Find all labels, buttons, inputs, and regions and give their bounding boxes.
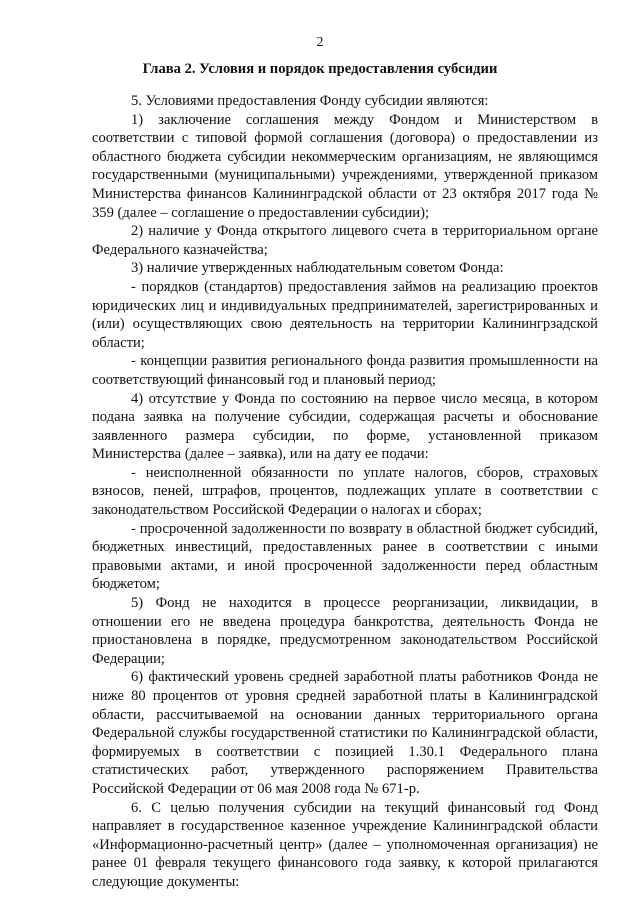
paragraph: 2) наличие у Фонда открытого лицевого счета в территориальном органе Федерального казначейства; <box>92 223 598 258</box>
paragraph: - просроченной задолженности по возврату в областной бюджет субсидий, бюджетных инвестиций, предоставленных ранее в соответствии с иными правовыми актами, и иной просроченной задолженности перед областным бюджетом; <box>92 520 598 593</box>
paragraph: 6) фактический уровень средней заработной платы работников Фонда не ниже 80 процентов от уровня средней заработной платы в Калининградской области, рассчитываемой на основании данных территориального органа Федеральной службы государственной статистики по Калининградской области, формируемых в соответствии с позицией 1.30.1 Федерального плана статистических работ, утвержденного распоряжением Правительства Российской Федерации от 06 мая 2008 года № 671-р. <box>92 669 598 797</box>
paragraph: 3) наличие утвержденных наблюдательным советом Фонда: <box>131 260 504 277</box>
paragraph: - неисполненной обязанности по уплате налогов, сборов, страховых взносов, пеней, штрафов, процентов, подлежащих уплате в соответствии с законодательством Российской Федерации о налогах и сборах; <box>92 464 598 519</box>
chapter-title: Глава 2. Условия и порядок предоставления субсидии <box>142 61 498 77</box>
paragraph: 1) заключение соглашения между Фондом и Министерством в соответствии с типовой формой соглашения (договора) о предоставлении из областного бюджета субсидии некоммерческим организациям, не являющимся государственными (муниципальными) учреждениями, утвержденной приказом Министерства финансов Калининградской области от 23 октября 2017 года № 359 (далее – соглашение о предоставлении субсидии); <box>92 111 598 221</box>
paragraph: - порядков (стандартов) предоставления займов на реализацию проектов юридических лиц и индивидуальных предпринимателей, зарегистрированных и (или) осуществляющих свою деятельность на территории Калинингрзадской области; <box>92 278 598 351</box>
paragraph: 4) отсутствие у Фонда по состоянию на первое число месяца, в котором подана заявка на получение субсидии, содержащая расчеты и обоснование заявленного размера субсидии, по форме, установленной приказом Министерства (далее – заявка), или на дату ее подачи: <box>92 390 598 463</box>
document-body <box>92 92 598 892</box>
paragraph: 6. С целью получения субсидии на текущий финансовый год Фонд направляет в государственное казенное учреждение Калининградской области «Информационно-расчетный центр» (далее – уполномоченная организация) не ранее 01 февраля текущего финансового года заявку, к которой прилагаются следующие документы: <box>92 799 598 890</box>
paragraph: 5) Фонд не находится в процессе реорганизации, ликвидации, в отношении его не введена процедура банкротства, деятельность Фонда не приостановлена в порядке, предусмотренном законодательством Российской Федерации; <box>92 595 598 667</box>
page-number: 2 <box>316 35 324 50</box>
paragraph: 5. Условиями предоставления Фонду субсидии являются: <box>131 93 489 109</box>
paragraph: - концепции развития регионального фонда развития промышленности на соответствующий финансовый год и плановый период; <box>92 353 598 388</box>
